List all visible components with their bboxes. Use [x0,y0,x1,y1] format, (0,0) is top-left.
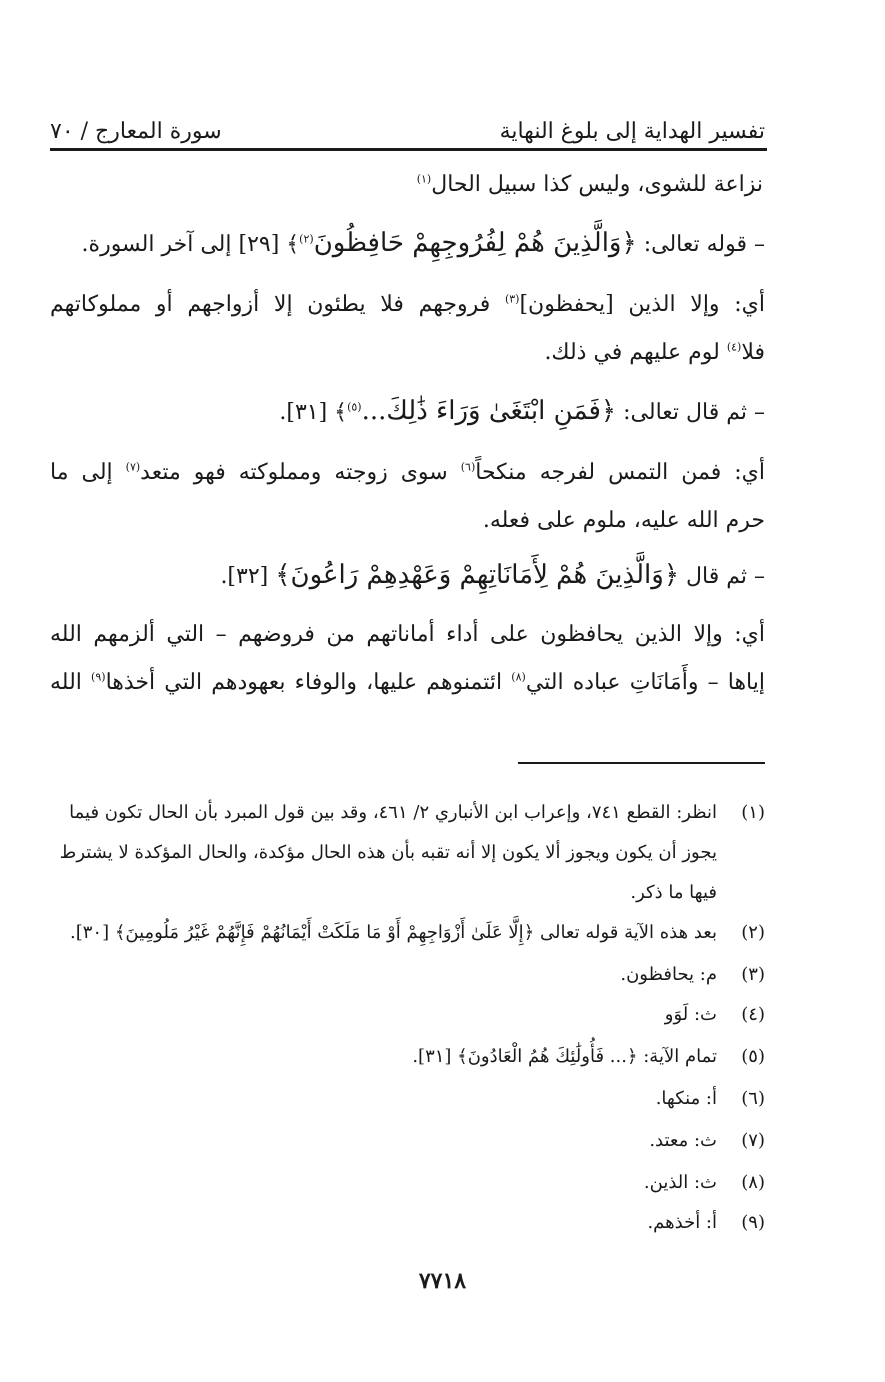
footnote-ref-5: (٥) [347,400,362,414]
body-line-1: نزاعة للشوى، وليس كذا سبيل الحال$^{(١)}$ [416,172,763,197]
footnote-7 [50,1130,765,1151]
footnote-text: بعد هذه الآية قوله تعالى ﴿إِلَّا عَلَىٰ أَزْوَاجِهِمْ أَوْ مَا مَلَكَتْ أَيْمَانُهُمْ فَإِنَّهُمْ غَيْرُ مَلُومِينَ﴾ [٣٠]. [70,922,717,943]
footnote-text: ث: لَوَو [664,1004,717,1025]
footnote-1-line-2: يجوز أن يكون ويجوز ألا يكون إلا أنه تقبه بأن هذه الحال مؤكدة، والحال المؤكدة لا يشترط [59,842,717,863]
quran-verse-32: ﴿وَالَّذِينَ هُمْ لِأَمَانَاتِهِمْ وَعَهْدِهِمْ رَاعُونَ﴾ [275,560,680,590]
footnote-4 [50,1004,765,1025]
footnote-5 [50,1046,765,1067]
body-line-10: إياها – وأَمَانَاتِ عباده التي$^{(٨)}$ ائتمنوهم عليها، والوفاء بعهودهم التي أخذها$^{(٩)}$ الله [50,670,765,695]
footnote-ref-9: (٩) [91,670,106,684]
footnote-number: (٨) [741,1172,765,1193]
footnote-text: م: يحافظون. [620,964,717,985]
footnote-number: (٤) [741,1004,765,1025]
body-line-4: فلا$^{(٤)}$ لوم عليهم في ذلك. [544,340,765,365]
page-header [50,100,765,144]
surah-page-label: سورة المعارج / ٧٠ [50,119,222,144]
footnote-ref-3: (٣) [504,292,520,306]
quran-verse-29: ﴿وَالَّذِينَ هُمْ لِفُرُوجِهِمْ حَافِظُونَ [313,228,637,258]
body-line-2: – قوله تعالى: ﴿وَالَّذِينَ هُمْ لِفُرُوجِهِمْ حَافِظُونَ$^{(٢)}$﴾ [٢٩] إلى آخر السورة. [81,228,765,258]
page-number: ٧٧١٨ [418,1268,467,1294]
footnote-text: ث: الذين. [643,1172,717,1193]
footnote-ref-2: (٢) [299,232,314,246]
footnote-text: انظر: القطع ٧٤١، وإعراب ابن الأنباري ٢/ ٤٦١، وقد بين قول المبرد بأن الحال تكون فيما [69,802,717,823]
footnote-number: (٣) [741,964,765,985]
body-line-9: أي: وإلا الذين يحافظون على أداء أماناتهم من فروضهم – التي ألزمهم الله [50,622,765,647]
footnote-text: أ: منكها. [655,1088,717,1109]
footnote-ref-6: (٦) [460,460,476,474]
footnote-text: ث: معتد. [649,1130,717,1151]
footnote-1-line-3: فيها ما ذكر. [630,882,717,903]
footnote-number: (٢) [741,922,765,943]
footnote-9 [50,1212,765,1233]
footnote-8 [50,1172,765,1193]
footnote-text: أ: أخذهم. [647,1212,717,1233]
footnote-number: (٦) [741,1088,765,1109]
footnote-ref-4: (٤) [726,340,742,354]
book-title: تفسير الهداية إلى بلوغ النهاية [499,119,765,144]
footnote-ref-8: (٨) [511,670,526,684]
body-line-7: حرم الله عليه، ملوم على فعله. [482,508,765,533]
quran-verse-31: ﴿فَمَنِ ابْتَغَىٰ وَرَاءَ ذَٰلِكَ... [361,396,617,426]
footnote-text: تمام الآية: ﴿... فَأُولَٰئِكَ هُمُ الْعَادُونَ﴾ [٣١]. [412,1046,717,1067]
footnote-number: (١) [741,802,765,823]
footnote-6 [50,1088,765,1109]
footnote-number: (٥) [741,1046,765,1067]
footnote-3 [50,964,765,985]
footnote-number: (٩) [741,1212,765,1233]
footnote-number: (٧) [741,1130,765,1151]
footnote-1 [50,802,765,823]
footnote-ref-7: (٧) [125,460,141,474]
body-line-6: أي: فمن التمس لفرجه منكحاً$^{(٦)}$ سوى زوجته ومملوكته فهو متعد$^{(٧)}$ إلى ما [50,460,765,485]
footnote-2 [50,922,765,943]
body-line-5: – ثم قال تعالى: ﴿فَمَنِ ابْتَغَىٰ وَرَاءَ ذَٰلِكَ...$^{(٥)}$﴾ [٣١]. [279,396,765,426]
footnote-separator [518,762,765,764]
body-line-8: – ثم قال ﴿وَالَّذِينَ هُمْ لِأَمَانَاتِهِمْ وَعَهْدِهِمْ رَاعُونَ﴾ [٣٢]. [220,560,765,590]
body-line-3: أي: وإلا الذين [يحفظون]$^{(٣)}$ فروجهم فلا يطئون إلا أزواجهم أو مملوكاتهم [50,292,765,317]
header-rule [50,148,767,151]
footnote-ref-1: (١) [416,172,432,186]
